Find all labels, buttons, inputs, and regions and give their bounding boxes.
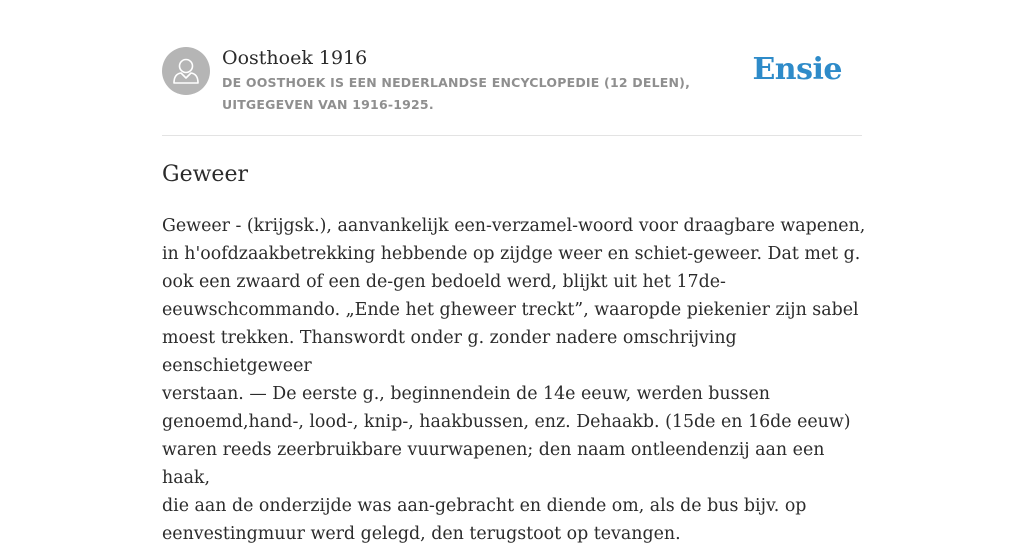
source-avatar[interactable] [162,47,210,95]
article-line: Geweer - (krijgsk.), aanvankelijk een-verzamel-woord voor draagbare wapenen, [162,216,866,236]
article-body [162,212,872,548]
source-header [162,0,862,136]
user-icon [162,47,210,95]
article-line: ook een zwaard of een de-gen bedoeld werd, blijkt uit het 17de- [162,272,726,292]
article-line: in h'oofdzaakbetrekking hebbende op zijdge weer en schiet-geweer. Dat met g. [162,244,861,264]
page-container [162,0,866,544]
article-line: moest trekken. Thanswordt onder g. zonder nadere omschrijving eenschietgeweer [162,328,737,376]
article-line: eeuwschcommando. „Ende het gheweer treckt”, waaropde piekenier zijn sabel [162,300,859,320]
brand-logo[interactable]: Ensie [752,52,842,87]
article-line: eenvestingmuur werd gelegd, den terugstoot op tevangen. [162,524,681,544]
source-name[interactable]: Oosthoek 1916 [222,47,368,69]
source-description: DE OOSTHOEK IS EEN NEDERLANDSE ENCYCLOPEDIE (12 DELEN), UITGEGEVEN VAN 1916-1925. [222,75,691,112]
article-line: die aan de onderzijde was aan-gebracht en diende om, als de bus bijv. op [162,496,807,516]
article-line: waren reeds zeerbruikbare vuurwapenen; den naam ontleendenzij aan een haak, [162,440,825,488]
article-title: Geweer [162,162,248,187]
article-line: verstaan. — De eerste g., beginnendein de 14e eeuw, werden bussen [162,384,770,404]
article-line: genoemd,hand-, lood-, knip-, haakbussen, enz. Dehaakb. (15de en 16de eeuw) [162,412,851,432]
